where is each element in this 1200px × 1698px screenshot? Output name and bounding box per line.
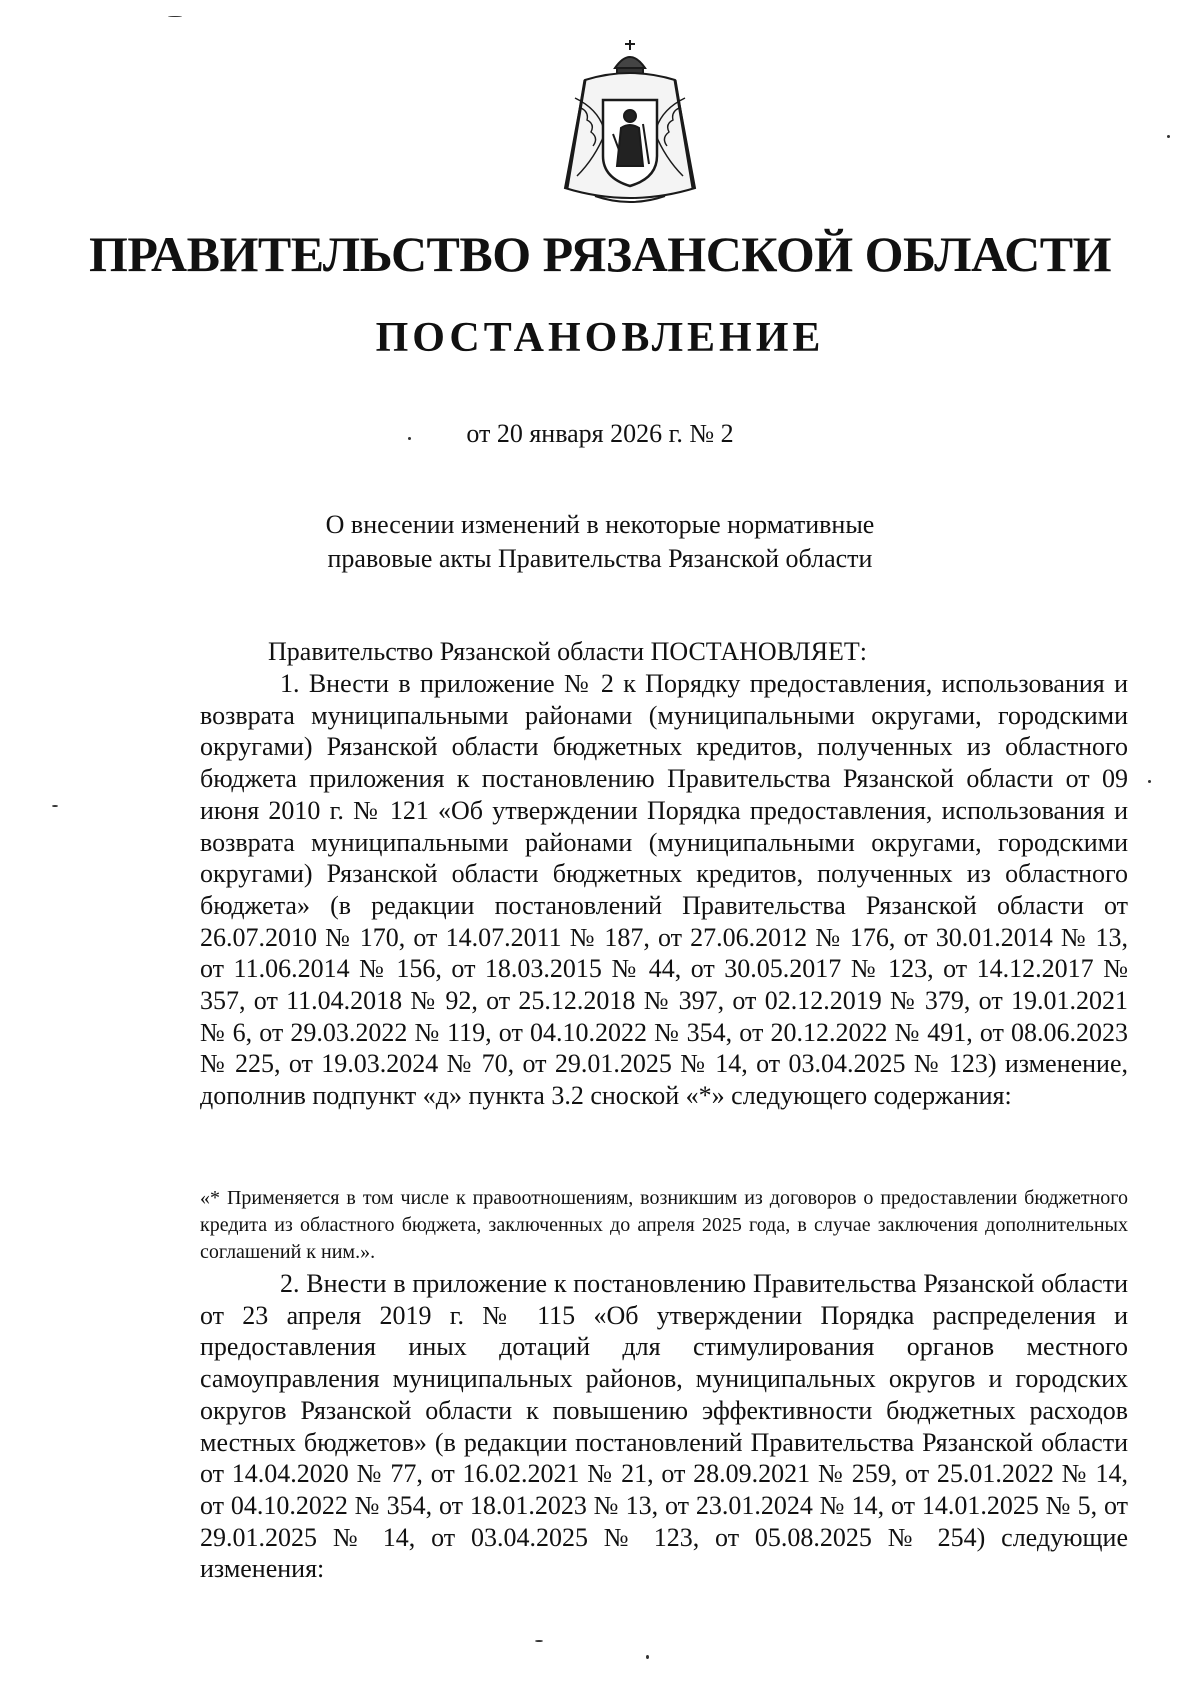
subject-line: правовые акты Правительства Рязанской области xyxy=(327,544,873,573)
scan-speck xyxy=(1167,135,1170,138)
document-date-number: от 20 января 2026 г. № 2 xyxy=(466,419,734,448)
subject-line: О внесении изменений в некоторые нормативные xyxy=(325,510,875,539)
scan-speck xyxy=(408,437,411,440)
scan-speck xyxy=(1148,780,1151,783)
document-type: ПОСТАНОВЛЕНИЕ xyxy=(375,315,825,361)
paragraph-2: 2. Внести в приложение к постановлению Правительства Рязанской области от 23 апреля 2019 г. № 115 «Об утверждении Порядка распределения и предоставления иных дотаций для стимулирования органов местного самоуправления муниципальных районов, муниципальных округов и городских округов Рязанской области к повышению эффективности бюджетных расходов местных бюджетов» (в редакции постановлений Правительства Рязанской области от 14.04.2020 № 77, от 16.02.2021 № 21, от 28.09.2021 № 259, от 25.01.2022 № 14, от 04.10.2022 № 354, от 18.01.2023 № 13, от 23.01.2024 № 14, от 14.01.2025 № 5, от 29.01.2025 № 14, от 03.04.2025 № 123, от 05.08.2025 № 254) следующие изменения: xyxy=(200,1269,1128,1584)
scan-speck xyxy=(52,805,58,807)
scan-speck xyxy=(646,1655,649,1659)
document-subject xyxy=(300,508,900,576)
paragraph-1: 1. Внести в приложение № 2 к Порядку предоставления, использования и возврата муниципальными районами (муниципальными округами, городскими округами) Рязанской области бюджетных кредитов, полученных из областного бюджета приложения к постановлению Правительства Рязанской области от 09 июня 2010 г. № 121 «Об утверждении Порядка предоставления, использования и возврата муниципальными районами (муниципальными округами, городскими округами) Рязанской области бюджетных кредитов, полученных из областного бюджета» (в редакции постановлений Правительства Рязанской области от 26.07.2010 № 170, от 14.07.2011 № 187, от 27.06.2012 № 176, от 30.01.2014 № 13, от 11.06.2014 № 156, от 18.03.2015 № 44, от 30.05.2017 № 123, от 14.12.2017 № 357, от 11.04.2018 № 92, от 25.12.2018 № 397, от 02.12.2019 № 379, от 19.01.2021 № 6, от 29.03.2022 № 119, от 04.10.2022 № 354, от 20.12.2022 № 491, от 08.06.2023 № 225, от 19.03.2024 № 70, от 29.01.2025 № 14, от 03.04.2025 № 123) изменение, дополнив подпункт «д» пункта 3.2 сноской «*» следующего содержания: xyxy=(200,669,1128,1111)
footnote-text: «* Применяется в том числе к правоотношениям, возникшим из договоров о предоставлении бюджетного кредита из областного бюджета, заключенных до апреля 2025 года, в случае заключения дополнительных соглашений к ним.». xyxy=(200,1187,1128,1263)
preamble: Правительство Рязанской области ПОСТАНОВЛЯЕТ: xyxy=(268,637,868,666)
scan-speck xyxy=(168,16,182,17)
scan-speck xyxy=(535,1640,543,1642)
coat-of-arms-icon xyxy=(545,38,715,213)
organization-title: ПРАВИТЕЛЬСТВО РЯЗАНСКОЙ ОБЛАСТИ xyxy=(88,226,1112,282)
